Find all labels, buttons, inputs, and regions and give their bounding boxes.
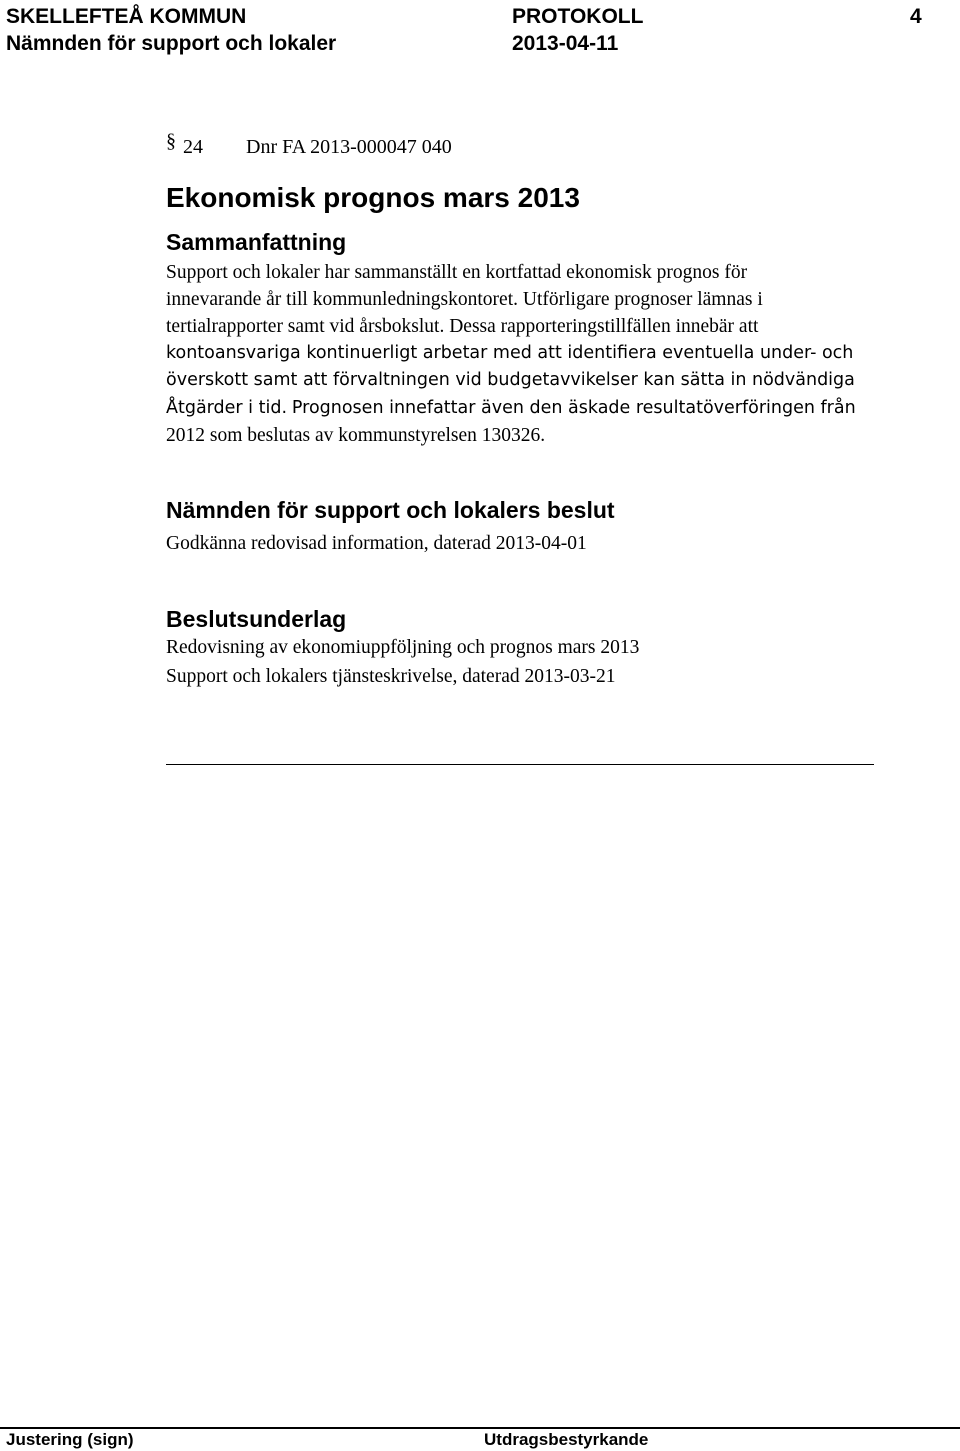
- basis-item: Support och lokalers tjänsteskrivelse, daterad 2013-03-21: [166, 666, 616, 687]
- decision-text: Godkänna redovisad information, daterad 2013-04-01: [166, 533, 587, 554]
- dnr-reference: Dnr FA 2013-000047 040: [246, 136, 452, 158]
- paragraph-number: 24: [183, 136, 203, 158]
- page-title: Ekonomisk prognos mars 2013: [166, 182, 580, 213]
- summary-text: [166, 259, 886, 449]
- section-sign: §: [166, 130, 176, 152]
- summary-line: kontoansvariga kontinuerligt arbetar med att identifiera eventuella under- och: [166, 343, 854, 363]
- summary-line: 2012 som beslutas av kommunstyrelsen 130326.: [166, 425, 546, 446]
- signature-line-end: [862, 764, 874, 765]
- page-number: 4: [910, 5, 922, 28]
- summary-line: Dessa rapporteringstillfällen innebär att: [449, 316, 759, 337]
- decision-heading: Nämnden för support och lokalers beslut: [166, 497, 615, 523]
- footer-justering: Justering (sign): [6, 1430, 134, 1449]
- committee-name: Nämnden för support och lokaler: [6, 32, 337, 55]
- summary-line: överskott samt att förvaltningen vid budgetavvikelser kan sätta in nödvändiga: [166, 370, 855, 390]
- org-name: SKELLEFTEÅ KOMMUN: [6, 5, 247, 28]
- summary-heading: Sammanfattning: [166, 229, 347, 255]
- doc-type: PROTOKOLL: [512, 5, 644, 28]
- basis-item: Redovisning av ekonomiuppföljning och prognos mars 2013: [166, 637, 640, 658]
- summary-line: tertialrapporter samt vid årsbokslut.: [166, 316, 445, 337]
- meeting-date: 2013-04-11: [512, 32, 619, 55]
- signature-line: [166, 764, 868, 765]
- summary-line: Support och lokaler har sammanställt en kortfattad ekonomisk prognos för: [166, 262, 748, 283]
- summary-line: innevarande år till kommunledningskontoret. Utförligare prognoser lämnas i: [166, 289, 763, 310]
- summary-line: Åtgärder i tid.: [166, 398, 288, 418]
- footer-rule: [0, 1427, 960, 1429]
- footer-utdragsbestyrkande: Utdragsbestyrkande: [484, 1430, 649, 1449]
- basis-heading: Beslutsunderlag: [166, 606, 347, 632]
- summary-line: Prognosen innefattar även den äskade resultatöverföringen från: [291, 398, 856, 418]
